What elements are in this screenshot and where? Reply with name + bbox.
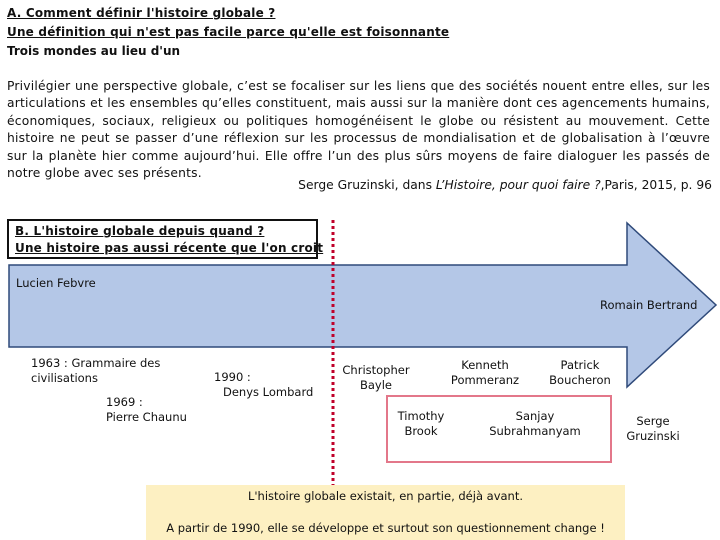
event-1969-name: Pierre Chaunu <box>106 410 187 424</box>
citation-author: Serge Gruzinski, dans <box>298 178 436 192</box>
citation-details: ,Paris, 2015, p. 96 <box>600 178 712 192</box>
section-a-title: A. Comment définir l'histoire globale ? <box>7 6 276 20</box>
section-a-subtitle: Une définition qui n'est pas facile parce qu'elle est foisonnante <box>7 25 450 39</box>
citation-title: L’Histoire, pour quoi faire ? <box>435 178 601 192</box>
section-b-title: B. L'histoire globale depuis quand ? <box>15 224 265 238</box>
event-1990-name: Denys Lombard <box>223 385 314 399</box>
timeline-end-label: Romain Bertrand <box>600 298 698 312</box>
event-1990-year: 1990 : <box>214 370 251 384</box>
conclusion-line-2: A partir de 1990, elle se développe et surtout son questionnement change ! <box>166 521 605 535</box>
historian-sanjay-subrahmanyam: Sanjay Subrahmanyam <box>489 409 581 438</box>
recent-historians-box <box>386 395 612 463</box>
historian-christopher-bayle: Christopher Bayle <box>342 363 410 392</box>
conclusion-line-1: L'histoire globale existait, en partie, déjà avant. <box>247 489 524 503</box>
conclusion-note <box>146 485 625 540</box>
event-1963: 1963 : Grammaire des civilisations <box>31 356 161 385</box>
historian-serge-gruzinski: Serge Gruzinski <box>626 414 680 443</box>
section-a-subtitle-2: Trois mondes au lieu d'un <box>7 44 181 58</box>
timeline-start-label: Lucien Febvre <box>16 276 96 290</box>
section-b-subtitle: Une histoire pas aussi récente que l'on croit <box>15 241 324 255</box>
historian-patrick-boucheron: Patrick Boucheron <box>549 358 611 387</box>
quote-paragraph: Privilégier une perspective globale, c’est se focaliser sur les liens que des sociétés nouent entre elles, sur les articulations et les ensembles qu’elles constituent, mais aussi sur la manière dont ces agencements humains, économiques, sociaux, religieux ou politiques homogénéisent le globe ou résistent au mouvement. Cette histoire ne peut se passer d’une réflexion sur les processus de mondialisation et de globalisation à l’œuvre sur la planète hier comme aujourd’hui. Elle offre l’un des plus sûrs moyens de faire dialoguer les passés de notre globe avec ses présents. <box>7 79 710 181</box>
event-1969-year: 1969 : <box>106 395 143 409</box>
historian-timothy-brook: Timothy Brook <box>397 409 445 438</box>
historian-kenneth-pommeranz: Kenneth Pommeranz <box>450 358 520 387</box>
